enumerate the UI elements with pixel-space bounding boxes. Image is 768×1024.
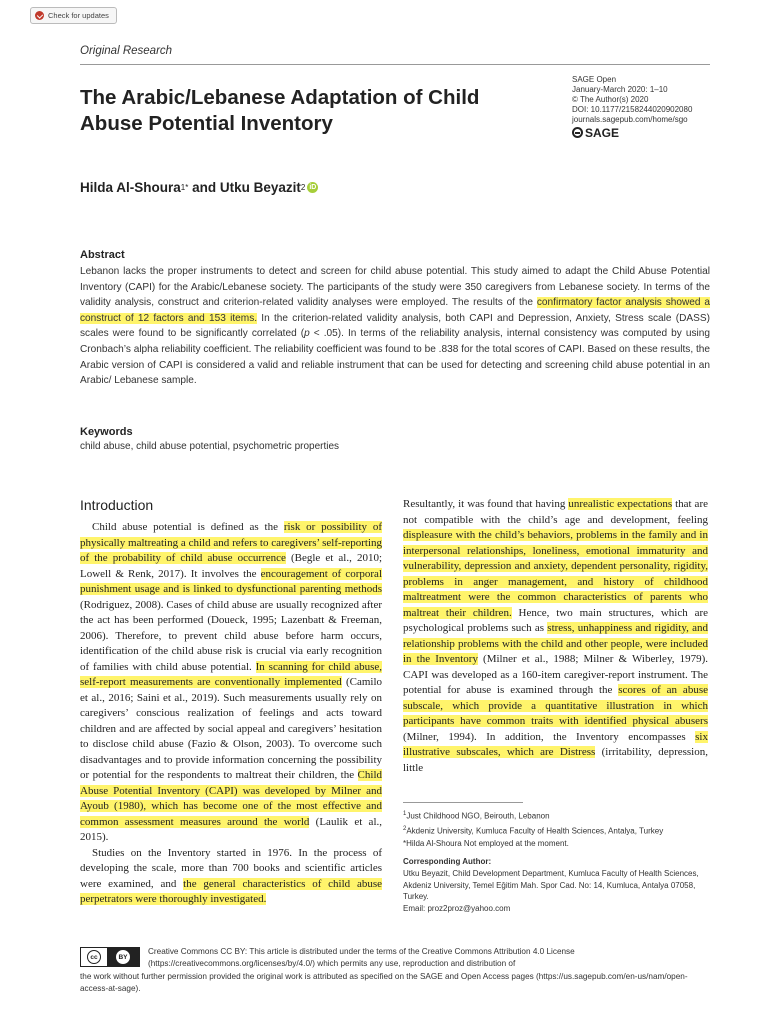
check-icon — [35, 11, 44, 20]
abstract-segment: In the criterion-related validity analysis, both CAPI and Depression, Anxiety, Stress scale (DASS) scales were found to be significantly correlated ( — [80, 312, 710, 340]
journal-name: SAGE Open — [572, 75, 617, 84]
abstract-heading: Abstract — [80, 249, 125, 261]
text-segment: (Rodriguez, 2008). Cases of child abuse are usually recognized after the act has been performed (Doueck, 1995; Lazenbatt & Freeman, 2006). Therefore, to prevent child abuse before harm occurs, identification of the child abuse risk is crucial via early recognition of families with child abuse potential. — [80, 598, 382, 673]
text-highlight: unrealistic expectations — [568, 498, 673, 510]
keywords-heading: Keywords — [80, 426, 133, 438]
text-highlight: In scanning for child abuse, self-report measurements are conventionally implemented — [80, 660, 382, 688]
cc-icon — [81, 948, 107, 966]
by-icon — [107, 948, 139, 966]
article-type: Original Research — [80, 45, 173, 57]
license-text-line1: Creative Commons CC BY: This article is distributed under the terms of the Creative Commons Attribution 4.0 License (https://creativecommons.org/licenses/by/4.0/) which permits any use, reproduction and distribution of — [148, 947, 575, 968]
intro-right-column — [403, 497, 708, 776]
text-segment: (irritability, depression, little — [403, 746, 708, 774]
affiliations — [403, 808, 708, 914]
text-highlight: encouragement of corporal punishment usage and is linked to dysfunctional parenting methods — [80, 567, 382, 595]
affiliation-sup: 2 — [403, 825, 407, 832]
orcid-icon[interactable]: iD — [309, 184, 317, 191]
license-text-line2: the work without further permission provided the original work is attributed as specified on the SAGE and Open Access pages (https://us.sagepub.com/en-us/nam/open-access-at-sage). — [80, 972, 688, 993]
author-name: Utku Beyazit — [219, 180, 301, 195]
text-segment: (Laulik et al., 2015). — [80, 815, 382, 843]
intro-left-column — [80, 520, 382, 908]
text-segment: (Milner et al., 1988; Milner & Wiberley, 1979). CAPI was developed as a 160-item caregiver-report instrument. The potential for abuse is examined through the — [403, 653, 708, 696]
text-highlight: displeasure with the child’s behaviors, problems in the family and in interpersonal relationships, loneliness, emotional immaturity and vulnerability, depression and anxiety, dependent personality, rigidity, problems in anger management, and history of childhood maltreatment were the common characteristics of parents who maltreat their children. — [403, 529, 708, 619]
corresponding-author-email[interactable]: Email: proz2proz@yahoo.com — [403, 903, 511, 913]
affiliation-1 — [403, 808, 708, 823]
journal-copyright: © The Author(s) 2020 — [572, 95, 649, 104]
corresponding-author-address: Utku Beyazit, Child Development Department, Kumluca Faculty of Health Sciences, Akdeniz University, Temel Eğitim Mah. Spor Cad. No: 14, Kumluca, Antalya 07058, Turkey. — [403, 869, 699, 902]
author-sup: 1* — [180, 183, 189, 192]
journal-issue: January-March 2020: 1–10 — [572, 85, 668, 94]
text-highlight: stress, unhappiness and rigidity, and relationship problems with the child and other people, were included in the Inventory — [403, 622, 708, 665]
text-segment: Child abuse potential is defined as the — [92, 521, 284, 533]
keywords-text: child abuse, child abuse potential, psychometric properties — [80, 441, 340, 452]
corresponding-author-heading: Corresponding Author: — [403, 857, 492, 867]
journal-doi[interactable]: DOI: 10.1177/2158244020902080 — [572, 105, 693, 114]
abstract-segment: Lebanon lacks the proper instruments to detect and screen for child abuse potential. This study aimed to adapt the Child Abuse Potential Inventory (CAPI) for the Arabic/Lebanese society. The participants of the study were 350 caregivers from Lebanese society. In terms of the validity analysis, construct and criterion-related validity analyses were employed. The results of the — [80, 266, 710, 309]
author-name: Hilda Al-Shoura — [80, 180, 181, 195]
intro-paragraph — [80, 520, 382, 846]
cc-icon-label: cc — [87, 950, 101, 964]
abstract-p-symbol: p — [304, 328, 310, 340]
text-segment: (Camilo et al., 2016; Saini et al., 2019). Such measurements usually rely on caregivers’ conscious realization of feelings and acts toward children and are affected by social appeal and caregivers’ hesitation to disclose child abuse (Fazio & Olson, 2003). To overcome such disadvantages and to provide information concerning the possibility or potential for the respondents to maltreat their children, the — [80, 676, 382, 781]
check-for-updates-badge[interactable] — [30, 7, 117, 24]
author-sup: 2 — [300, 183, 306, 192]
check-for-updates-label: Check for updates — [48, 11, 109, 20]
affiliation-text: Akdeniz University, Kumluca Faculty of Health Sciences, Antalya, Turkey — [406, 826, 664, 836]
affiliation-text: Just Childhood NGO, Beirouth, Lebanon — [406, 811, 550, 821]
text-highlight: scores of an abuse subscale, which provide a quantitative illustration in which participants have common traits with identified physical abusers — [403, 684, 708, 727]
paper-title: The Arabic/Lebanese Adaptation of Child Abuse Potential Inventory — [80, 86, 480, 135]
cc-by-badge[interactable] — [80, 947, 140, 967]
text-highlight: Child Abuse Potential Inventory (CAPI) was developed by Milner and Ayoub (1980), which has become one of the most effective and common assessment measures around the world — [80, 769, 382, 828]
author-list — [80, 180, 318, 195]
affiliation-2 — [403, 823, 708, 838]
text-highlight: risk or possibility of physically maltreating a child and refers to caregivers’ self-reporting of the probability of child abuse occurrence — [80, 521, 383, 564]
header-divider — [80, 64, 710, 65]
text-highlight: six illustrative subscales, which are Distress — [403, 730, 708, 758]
introduction-heading: Introduction — [80, 497, 154, 513]
text-segment: (Begle et al., 2010; Lowell & Renk, 2017). It involves the — [80, 552, 382, 580]
journal-info — [572, 75, 762, 138]
by-icon-label: BY — [116, 950, 130, 964]
sage-logo-icon — [572, 127, 583, 138]
abstract-highlight: confirmatory factor analysis showed a construct of 12 factors and 153 items. — [80, 297, 710, 324]
text-segment: (Milner, 1994). In addition, the Inventory encompasses — [403, 730, 696, 743]
text-segment: Hence, two main structures, which are psychological problems such as — [403, 606, 708, 634]
abstract-text — [80, 264, 710, 389]
author-note: *Hilda Al-Shoura Not employed at the moment. — [403, 839, 569, 849]
sage-logo — [572, 127, 762, 138]
affiliation-sup: 1 — [403, 811, 407, 817]
intro-paragraph — [80, 846, 382, 908]
text-highlight: the general characteristics of child abuse perpetrators were thoroughly investigated. — [80, 877, 382, 905]
affiliation-divider — [403, 802, 523, 803]
journal-url[interactable]: journals.sagepub.com/home/sgo — [572, 115, 688, 124]
abstract-segment: < .05). In terms of the reliability analysis, internal consistency was computed by using Cronbach’s alpha reliability coefficient. The reliability coefficient was found to be .838 for the total scores of CAPI. Based on these results, the Arabic version of CAPI is considered a valid and reliable instrument that can be used for detecting and screening child abuse potential in an Arabic/ Lebanese sample. — [80, 328, 710, 387]
text-segment: that are not compatible with the child’s age and development, feeling — [403, 498, 708, 526]
sage-logo-text: SAGE — [585, 125, 620, 140]
text-segment: Studies on the Inventory started in 1976. In the process of developing the scale, more than 700 books and scientific articles were examined, and — [80, 846, 382, 890]
author-joiner: and — [188, 180, 220, 195]
text-segment: Resultantly, it was found that having — [403, 498, 569, 510]
